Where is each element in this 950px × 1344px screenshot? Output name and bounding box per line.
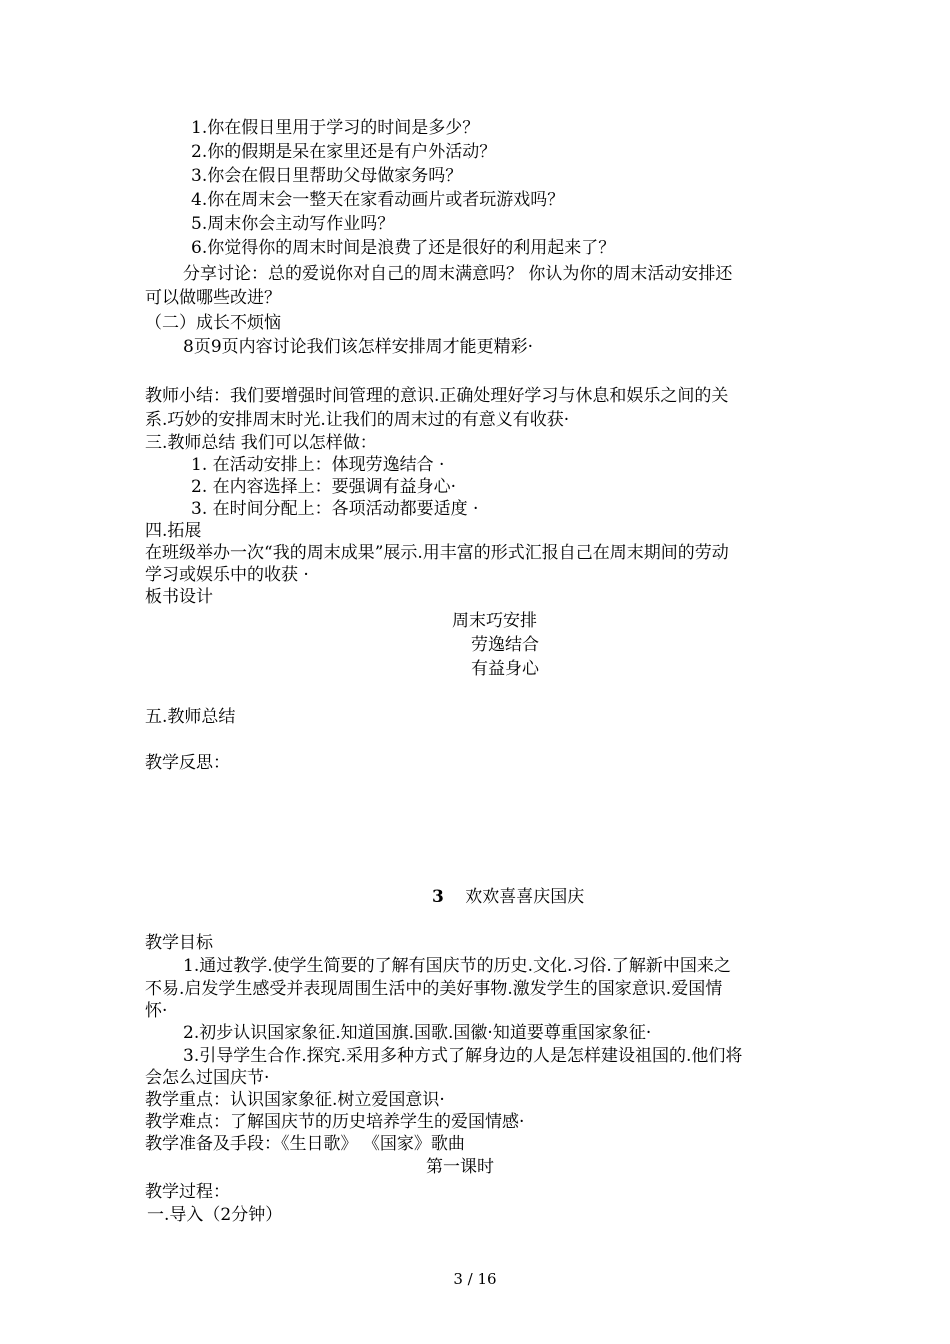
teacher-summary-line-2: 系.巧妙的安排周末时光.让我们的周末过的有意义有收获· [145,410,570,430]
discussion-line-2: 可以做哪些改进？ [145,288,281,308]
difficult-point: 教学难点：了解国庆节的历史培养学生的爱国情感· [145,1112,525,1132]
goal1-line-2: 不易.启发学生感受并表现周围生活中的美好事物.激发学生的国家意识.爱国情 [145,979,723,999]
question-4: 4.你在周末会一整天在家看动画片或者玩游戏吗？ [191,190,565,210]
section3-item-1: 1. 在活动安排上：体现劳逸结合 · [191,455,445,475]
section5-title: 五.教师总结 [145,707,236,727]
section4-line-2: 学习或娱乐中的收获 · [145,565,309,585]
intro: 一.导入（2分钟） [147,1205,283,1225]
section3-item-3: 3. 在时间分配上：各项活动都要适度 · [191,499,479,519]
goal1-line-3: 怀· [145,1001,168,1021]
section3-item-2: 2. 在内容选择上：要强调有益身心· [191,477,457,497]
lesson-number: 3 [432,887,444,907]
section2-text: 8页9页内容讨论我们该怎样安排周才能更精彩· [183,337,534,357]
page-number: 3 / 16 [453,1270,497,1288]
prep: 教学准备及手段：《生日歌》 《国家》歌曲 [145,1134,465,1154]
board-title: 板书设计 [145,587,213,607]
goals-title: 教学目标 [145,933,213,953]
question-6: 6.你觉得你的周末时间是浪费了还是很好的利用起来了？ [191,238,616,258]
goal3-line-1: 3.引导学生合作.探究.采用多种方式了解身边的人是怎样建设祖国的.他们将 [183,1046,743,1066]
question-1: 1.你在假日里用于学习的时间是多少？ [191,118,480,138]
board-line-1: 周末巧安排 [452,611,537,631]
question-3: 3.你会在假日里帮助父母做家务吗？ [191,166,463,186]
teacher-summary-line-1: 教师小结：我们要增强时间管理的意识.正确处理好学习与休息和娱乐之间的关 [145,386,729,406]
goal1-line-1: 1.通过教学.使学生简要的了解有国庆节的历史.文化.习俗.了解新中国来之 [183,956,731,976]
goal2: 2.初步认识国家象征.知道国旗.国歌.国徽·知道要尊重国家象征· [183,1023,652,1043]
process-title: 教学过程： [145,1182,230,1202]
question-2: 2.你的假期是呆在家里还是有户外活动？ [191,142,497,162]
goal3-line-2: 会怎么过国庆节· [145,1068,270,1088]
lesson-title: 欢欢喜喜庆国庆 [465,887,585,907]
key-point: 教学重点：认识国家象征.树立爱国意识· [145,1090,445,1110]
lesson-heading [432,886,584,908]
question-5: 5.周末你会主动写作业吗？ [191,214,395,234]
section3-title: 三.教师总结 我们可以怎样做： [145,433,377,453]
section4-title: 四.拓展 [145,521,202,541]
period: 第一课时 [426,1157,494,1177]
board-line-3: 有益身心 [471,659,539,679]
section2-title: （二）成长不烦恼 [145,313,281,333]
discussion-line-1: 分享讨论：总的爱说你对自己的周末满意吗？ 你认为你的周末活动安排还 [183,264,733,284]
board-line-2: 劳逸结合 [471,635,539,655]
reflection-label: 教学反思： [145,753,230,773]
section4-line-1: 在班级举办一次“我的周末成果”展示.用丰富的形式汇报自己在周末期间的劳动 [145,543,729,563]
